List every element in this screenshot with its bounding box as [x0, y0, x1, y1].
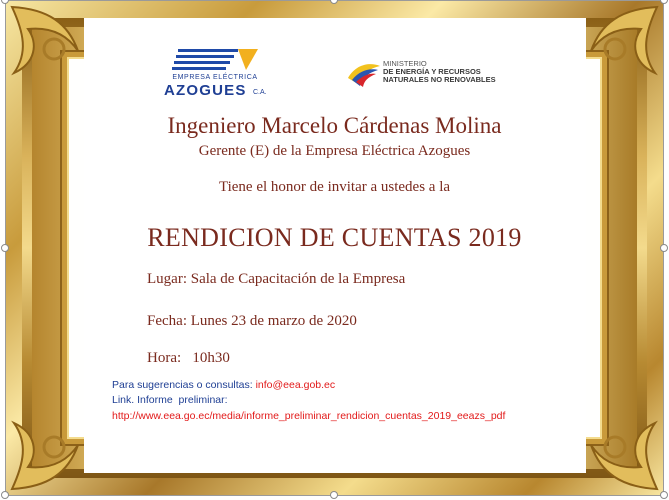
event-date: Fecha: Lunes 23 de marzo de 2020 — [147, 313, 357, 329]
eea-logo-subtitle: EMPRESA ELÉCTRICA — [172, 74, 258, 81]
eea-logo-name: AZOGUES — [164, 82, 247, 99]
image-selection-border — [5, 0, 664, 496]
eea-logo-suffix: C.A. — [253, 89, 267, 96]
resize-handle-bottom-right[interactable] — [660, 491, 668, 499]
ministry-line-1: MINISTERIO — [383, 59, 427, 68]
resize-handle-bottom[interactable] — [330, 491, 338, 499]
event-time: Hora: 10h30 — [147, 350, 230, 366]
resize-handle-left[interactable] — [1, 244, 9, 252]
event-title: RENDICION DE CUENTAS 2019 — [147, 223, 522, 252]
sender-name: Ingeniero Marcelo Cárdenas Molina — [167, 113, 502, 138]
sender-position: Gerente (E) de la Empresa Eléctrica Azogues — [198, 143, 471, 159]
contact-email-link[interactable]: info@eea.gob.ec — [255, 379, 336, 391]
ministry-line-3: NATURALES NO RENOVABLES — [383, 75, 496, 84]
report-link[interactable]: http://www.eea.go.ec/media/informe_preliminar_rendicion_cuentas_2019_eeazs_pdf — [112, 410, 506, 422]
ministry-line-2: DE ENERGÍA Y RECURSOS — [383, 67, 481, 76]
resize-handle-right[interactable] — [660, 244, 668, 252]
report-link-label: Link. Informe preliminar: — [112, 394, 228, 406]
resize-handle-bottom-left[interactable] — [1, 491, 9, 499]
contact-label: Para sugerencias o consultas: — [112, 379, 256, 391]
event-location: Lugar: Sala de Capacitación de la Empresa — [147, 271, 406, 287]
resize-handle-top-right[interactable] — [660, 0, 668, 4]
invitation-text: Tiene el honor de invitar a ustedes a la — [218, 179, 451, 195]
